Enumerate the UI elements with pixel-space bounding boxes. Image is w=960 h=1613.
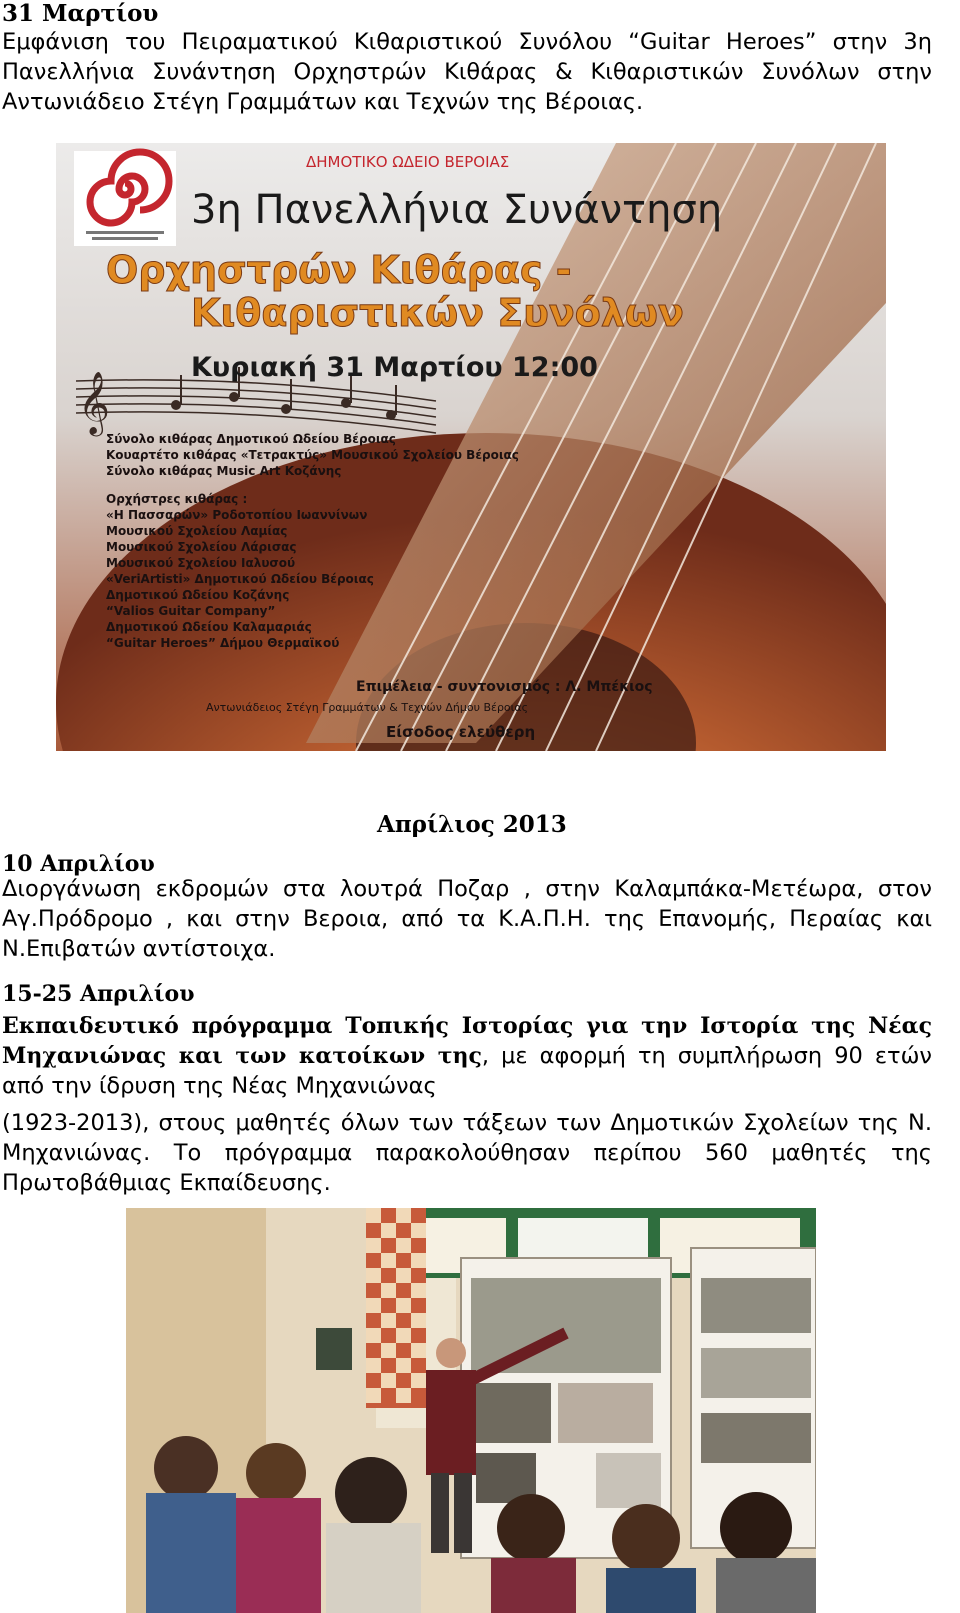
wall-painting-shape <box>316 1328 352 1370</box>
poster-orchestra-8: Δημοτικού Ωδείου Καλαμαριάς <box>106 620 312 634</box>
poster-orchestras-label: Ορχήστρες κιθάρας : <box>106 492 248 506</box>
program-title: Εκπαιδευτικό πρόγραμμα Τοπικής Ιστορίας για την Ιστορία της Νέας Μηχανιώνας και των κατοίκων της <box>2 1013 932 1069</box>
paragraph-program-participants: (1923-2013), στους μαθητές όλων των τάξεων των Δημοτικών Σχολείων της Ν. Μηχανιώνας. Το πρόγραμμα παρακολούθησαν περίπου 560 μαθητές της Πρωτοβάθμιας Εκπαίδευσης. <box>2 1110 932 1196</box>
poster-orchestra-5: «VeriArtisti» Δημοτικού Ωδείου Βέροιας <box>106 572 374 586</box>
poster-subtitle-1: Ορχηστρών Κιθάρας - <box>106 248 572 292</box>
concert-poster-image <box>56 143 886 751</box>
poster-group-2: Κουαρτέτο κιθάρας «Τετρακτύς» Μουσικού Σχολείου Βέροιας <box>106 448 519 462</box>
poster-entry: Είσοδος ελεύθερη <box>386 723 536 741</box>
month-heading: Απρίλιος 2013 <box>377 811 567 838</box>
poster-orchestra-2: Μουσικού Σχολείου Λαμίας <box>106 524 288 538</box>
poster-orchestra-7: “Valios Guitar Company” <box>106 604 276 618</box>
poster-group-3: Σύνολο κιθάρας Music Art Κοζάνης <box>106 464 342 478</box>
poster-title: 3η Πανελλήνια Συνάντηση <box>191 187 723 233</box>
paragraph-history-program <box>2 1011 932 1101</box>
poster-datetime: Κυριακή 31 Μαρτίου 12:00 <box>191 352 598 383</box>
poster-orchestra-6: Δημοτικού Ωδείου Κοζάνης <box>106 588 290 602</box>
checkered-curtain-shape <box>366 1208 426 1408</box>
poster-header: ΔΗΜΟΤΙΚΟ ΩΔΕΙΟ ΒΕΡΟΙΑΣ <box>306 153 510 171</box>
poster-subtitle-2: Κιθαριστικών Συνόλων <box>191 291 684 335</box>
program-description: , με αφορμή τη συμπλήρωση 90 ετών από την ίδρυση της Νέας Μηχανιώνας <box>2 1043 932 1099</box>
date-heading-april-15-25: 15-25 Απριλίου <box>2 981 195 1007</box>
date-heading-april-10: 10 Απριλίου <box>2 851 155 877</box>
poster-coordination: Επιμέλεια - συντονισμός : Λ. Μπέκιος <box>356 679 653 695</box>
poster-venue: Αντωνιάδειος Στέγη Γραμμάτων & Τεχνών Δήμου Βέροιας <box>206 701 529 714</box>
poster-group-1: Σύνολο κιθάρας Δημοτικού Ωδείου Βέροιας <box>106 432 396 446</box>
paragraph-guitar-heroes: Εμφάνιση του Πειραματικού Κιθαριστικού Συνόλου “Guitar Heroes” στην 3η Πανελλήνια Συνάντηση Ορχηστρών Κιθάρας & Κιθαριστικών Συνόλων στην Αντωνιάδειο Στέγη Γραμμάτων και Τεχνών της Βέροιας. <box>2 29 932 115</box>
poster-orchestra-4: Μουσικού Σχολείου Ιαλυσού <box>106 556 296 570</box>
poster-orchestra-3: Μουσικού Σχολείου Λάρισας <box>106 540 297 554</box>
poster-orchestra-1: «Η Πασσαρών» Ροδοτοπίου Ιωαννίνων <box>106 508 368 522</box>
date-heading-march-31: 31 Μαρτίου <box>2 0 159 27</box>
paragraph-excursions: Διοργάνωση εκδρομών στα λουτρά Ποζαρ , στην Καλαμπάκα-Μετέωρα, στον Αγ.Πρόδρομο , και στην Βεροια, από τα Κ.Α.Π.Η. της Επανομής, Περαίας και Ν.Επιβατών αντίστοιχα. <box>2 876 932 962</box>
poster-orchestra-9: “Guitar Heroes” Δήμου Θερμαϊκού <box>106 636 340 650</box>
treble-clef-icon: 𝄞 <box>78 371 110 434</box>
classroom-photo <box>126 1208 816 1613</box>
